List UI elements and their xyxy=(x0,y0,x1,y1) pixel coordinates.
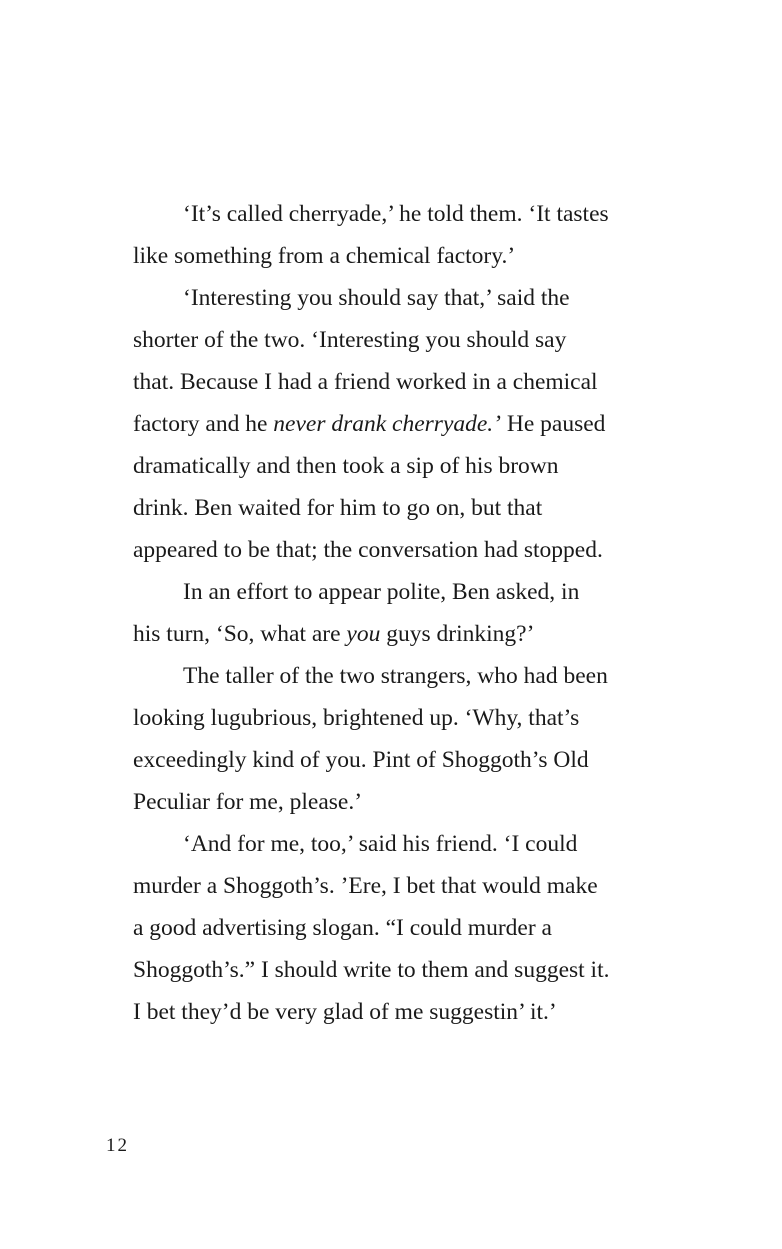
text-run: Shoggoth’s.” I should write to them and suggest it. xyxy=(133,957,610,983)
text-line xyxy=(133,571,658,613)
italic-text: you xyxy=(346,621,381,647)
text-line xyxy=(133,739,658,781)
text-run: murder a Shoggoth’s. ’Ere, I bet that would make xyxy=(133,873,598,899)
text-run: appeared to be that; the conversation had stopped. xyxy=(133,537,603,563)
text-run: In an effort to appear polite, Ben asked, in xyxy=(183,579,580,605)
text-line xyxy=(133,907,658,949)
text-run: dramatically and then took a sip of his brown xyxy=(133,453,559,479)
text-run: Peculiar for me, please.’ xyxy=(133,789,363,815)
text-run: guys drinking?’ xyxy=(380,621,535,647)
text-line xyxy=(133,235,658,277)
text-line xyxy=(133,193,658,235)
text-line xyxy=(133,865,658,907)
text-line xyxy=(133,697,658,739)
text-run: exceedingly kind of you. Pint of Shoggoth’s Old xyxy=(133,747,589,773)
text-line xyxy=(133,277,658,319)
body-text xyxy=(133,193,658,1033)
text-line xyxy=(133,445,658,487)
text-run: shorter of the two. ‘Interesting you should say xyxy=(133,327,567,353)
text-run: I bet they’d be very glad of me suggestin’ it.’ xyxy=(133,999,557,1025)
text-line xyxy=(133,991,658,1033)
text-line xyxy=(133,613,658,655)
text-run: ‘And for me, too,’ said his friend. ‘I could xyxy=(183,831,578,857)
text-run: The taller of the two strangers, who had been xyxy=(183,663,608,689)
text-run: drink. Ben waited for him to go on, but that xyxy=(133,495,543,521)
text-line xyxy=(133,487,658,529)
text-line xyxy=(133,319,658,361)
text-run: that. Because I had a friend worked in a chemical xyxy=(133,369,598,395)
text-run: ‘It’s called cherryade,’ he told them. ‘It tastes xyxy=(183,201,609,227)
text-line xyxy=(133,823,658,865)
text-run: his turn, ‘So, what are xyxy=(133,621,347,647)
text-line xyxy=(133,949,658,991)
text-line xyxy=(133,361,658,403)
text-run: factory and he xyxy=(133,411,274,437)
text-run: He paused xyxy=(501,411,606,437)
text-run: like something from a chemical factory.’ xyxy=(133,243,516,269)
text-line xyxy=(133,529,658,571)
text-run: a good advertising slogan. “I could murder a xyxy=(133,915,552,941)
text-run: ‘Interesting you should say that,’ said the xyxy=(183,285,570,311)
italic-text: never drank cherryade.’ xyxy=(273,411,502,437)
page-number: 12 xyxy=(106,1135,129,1156)
text-line xyxy=(133,781,658,823)
text-line xyxy=(133,403,658,445)
text-line xyxy=(133,655,658,697)
text-run: looking lugubrious, brightened up. ‘Why, that’s xyxy=(133,705,580,731)
